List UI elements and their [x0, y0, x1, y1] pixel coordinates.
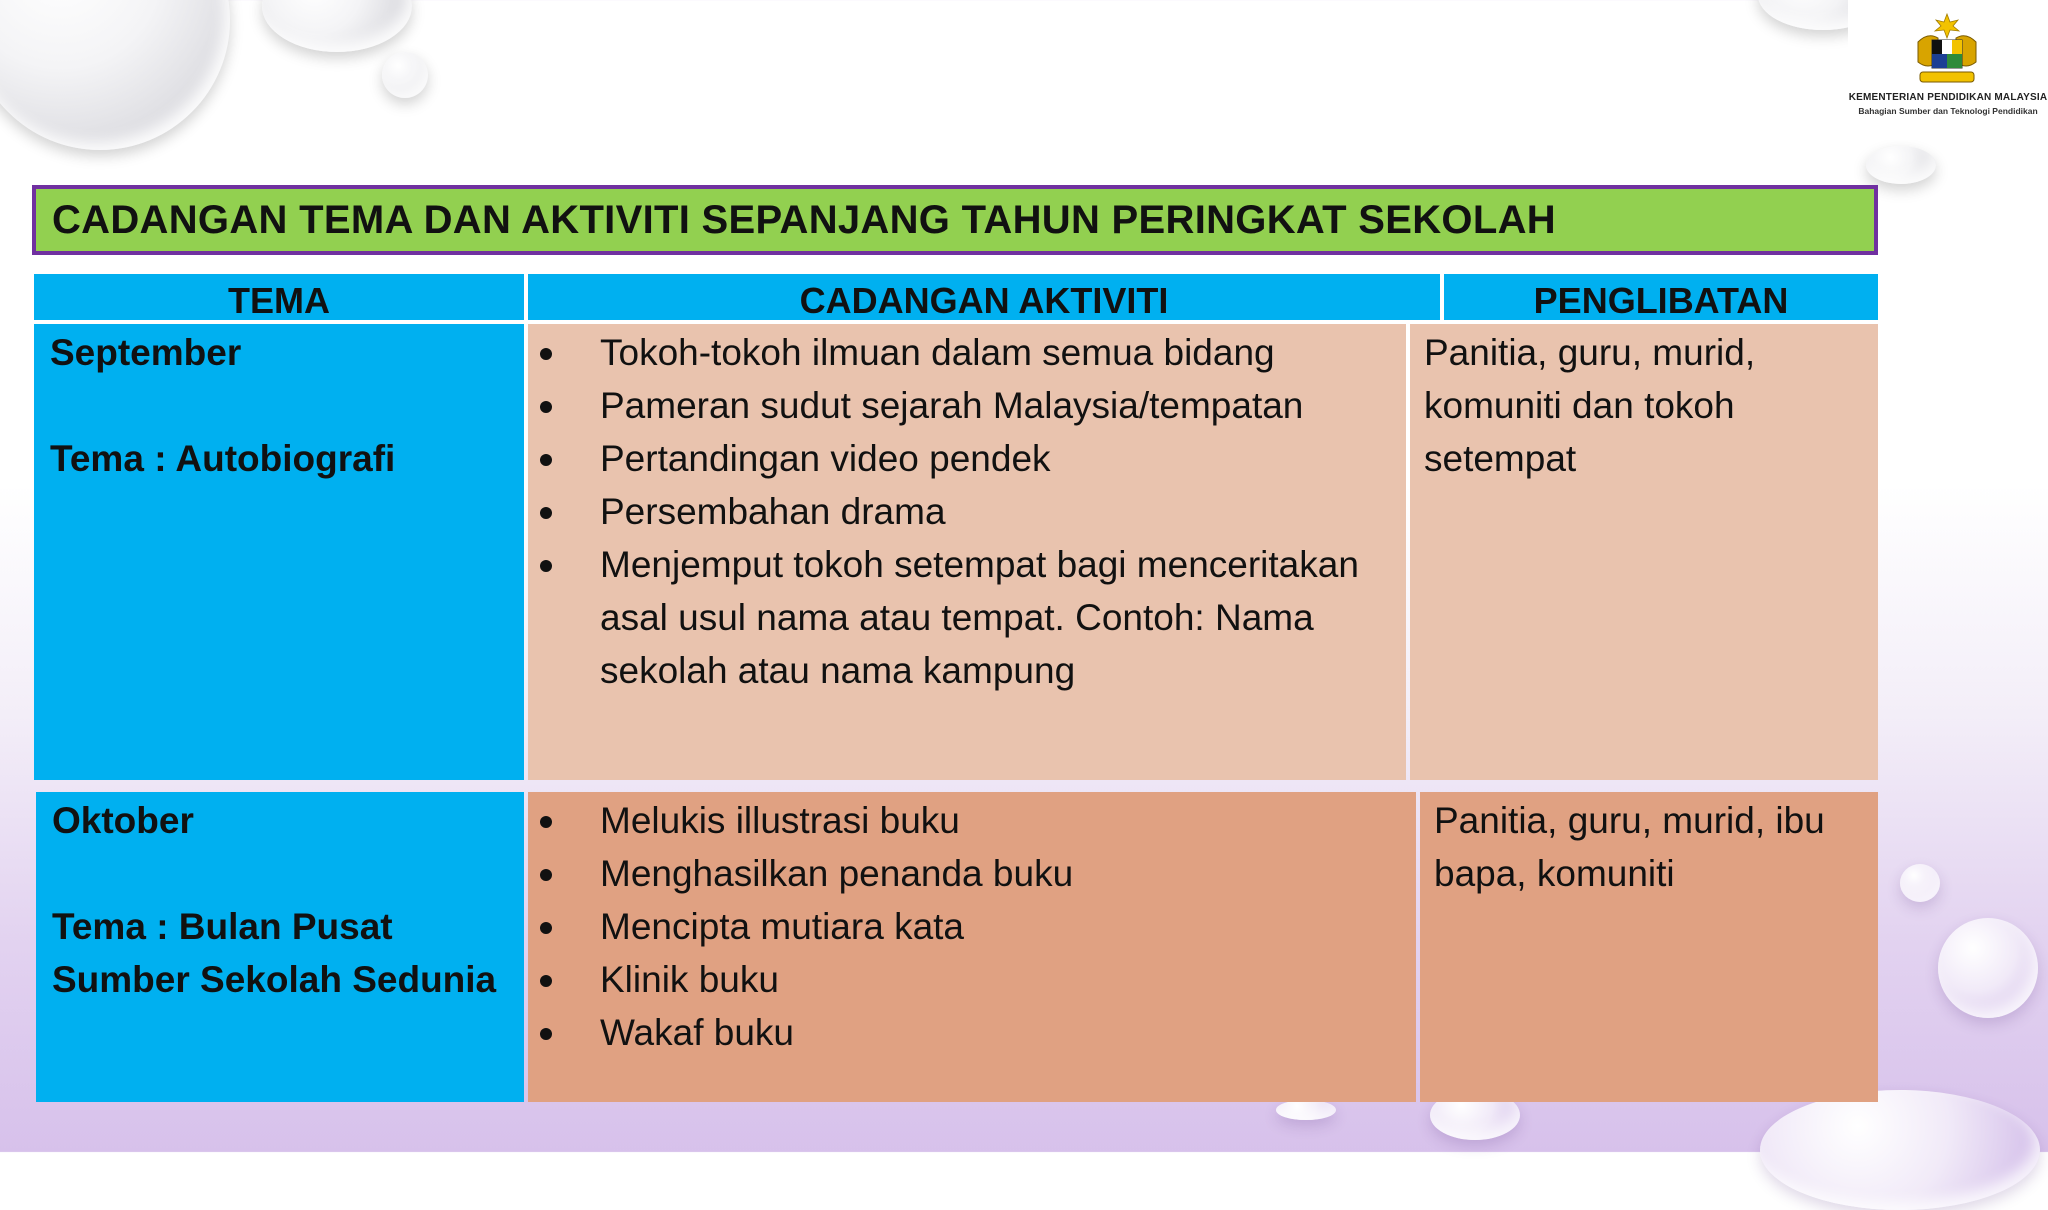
list-item: Melukis illustrasi buku [528, 794, 1406, 847]
list-item: Pameran sudut sejarah Malaysia/tempatan [528, 379, 1396, 432]
header-cadangan-aktiviti: CADANGAN AKTIVITI [528, 274, 1440, 320]
decorative-bubble [1866, 146, 1936, 184]
decorative-bubble [382, 52, 428, 98]
activity-list [528, 326, 1406, 697]
decorative-bubble [1938, 918, 2038, 1018]
decorative-bubble [0, 0, 230, 150]
tema-label: Tema : Bulan Pusat Sumber Sekolah Sedunia [52, 906, 497, 1000]
month-label: Oktober [52, 800, 194, 841]
coat-of-arms-icon [1898, 12, 1996, 86]
decorative-bubble [1760, 1090, 2040, 1210]
department-name: Bahagian Sumber dan Teknologi Pendidikan [1858, 106, 2038, 116]
table-row-september-tema [34, 324, 524, 780]
table-row-oktober-penglibatan: Panitia, guru, murid, ibu bapa, komuniti [1420, 792, 1878, 1102]
table-row-september-activities [528, 324, 1406, 780]
header-tema: TEMA [34, 274, 524, 320]
page-title: CADANGAN TEMA DAN AKTIVITI SEPANJANG TAHUN PERINGKAT SEKOLAH [32, 185, 1878, 255]
list-item: Mencipta mutiara kata [528, 900, 1406, 953]
tema-label: Tema : Autobiografi [50, 438, 396, 479]
list-item: Menjemput tokoh setempat bagi menceritakan asal usul nama atau tempat. Contoh: Nama sekolah atau nama kampung [528, 538, 1396, 697]
decorative-bubble [1276, 1100, 1336, 1120]
list-item: Pertandingan video pendek [528, 432, 1396, 485]
month-label: September [50, 332, 242, 373]
ministry-name: KEMENTERIAN PENDIDIKAN MALAYSIA [1848, 92, 2048, 103]
list-item: Tokoh-tokoh ilmuan dalam semua bidang [528, 326, 1396, 379]
table-row-september-penglibatan: Panitia, guru, murid, komuniti dan tokoh setempat [1410, 324, 1878, 780]
table-row-oktober-activities [528, 792, 1416, 1102]
list-item: Persembahan drama [528, 485, 1396, 538]
list-item: Klinik buku [528, 953, 1406, 1006]
table-header [34, 274, 1878, 320]
header-penglibatan: PENGLIBATAN [1444, 274, 1878, 320]
decorative-bubble [262, 0, 412, 52]
list-item: Menghasilkan penanda buku [528, 847, 1406, 900]
activity-list [528, 794, 1416, 1059]
ministry-logo [1848, 0, 2048, 140]
list-item: Wakaf buku [528, 1006, 1406, 1059]
table-row-oktober-tema [36, 792, 524, 1102]
decorative-bubble [1900, 864, 1940, 902]
